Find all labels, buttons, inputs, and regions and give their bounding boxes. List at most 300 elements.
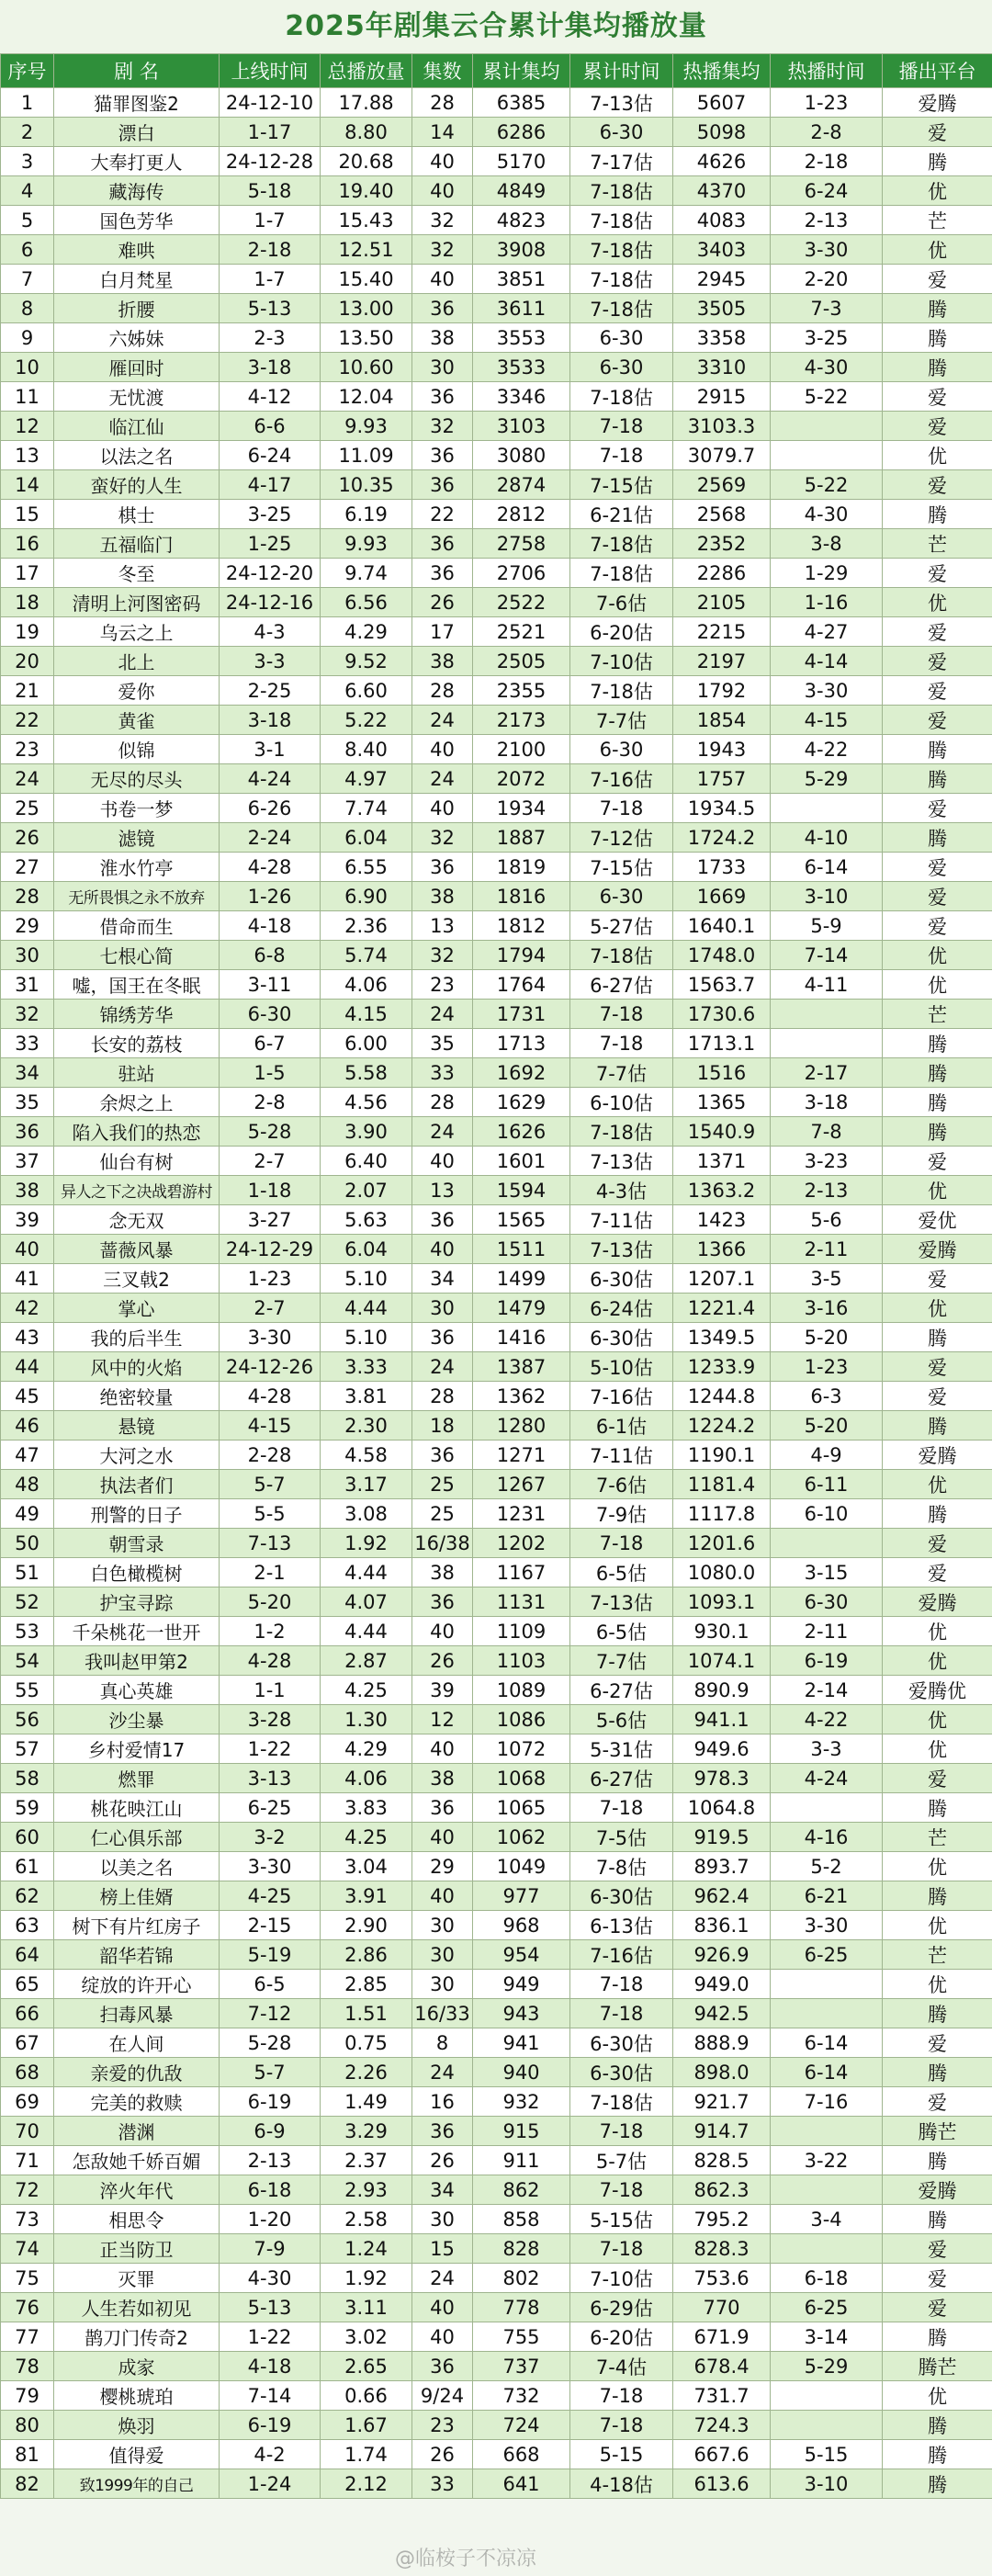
cum-avg-cell: 2072 — [473, 764, 570, 794]
total-views-cell: 11.09 — [321, 441, 412, 470]
cum-date-cell: 7-18估 — [570, 206, 673, 235]
hot-date-cell: 2-13 — [771, 206, 883, 235]
premiere-cell: 1-7 — [220, 265, 321, 294]
cum-date-cell: 6-30 — [570, 882, 673, 911]
episodes-cell: 40 — [412, 147, 473, 176]
episodes-cell: 36 — [412, 2117, 473, 2146]
table-row — [1, 2117, 992, 2146]
cum-date-cell: 5-31估 — [570, 1734, 673, 1764]
cum-date-cell: 6-20估 — [570, 617, 673, 647]
episodes-cell: 40 — [412, 735, 473, 764]
hot-date-cell: 3-10 — [771, 882, 883, 911]
hot-date-cell: 1-23 — [771, 1352, 883, 1382]
table-row — [1, 1411, 992, 1441]
platform-cell: 爱 — [883, 676, 992, 706]
cum-date-cell: 7-16估 — [570, 1940, 673, 1970]
cum-avg-cell: 1271 — [473, 1441, 570, 1470]
hot-date-cell: 3-15 — [771, 1558, 883, 1587]
title-cell: 悬镜 — [54, 1411, 220, 1441]
hot-avg-cell: 890.9 — [673, 1676, 771, 1705]
episodes-cell: 40 — [412, 1734, 473, 1764]
hot-date-cell: 1-29 — [771, 559, 883, 588]
rank-cell: 23 — [1, 735, 54, 764]
hot-date-cell: 6-3 — [771, 1382, 883, 1411]
platform-cell: 爱 — [883, 1382, 992, 1411]
platform-cell: 优 — [883, 1852, 992, 1881]
cum-avg-cell: 668 — [473, 2440, 570, 2469]
total-views-cell: 5.22 — [321, 706, 412, 735]
cum-avg-cell: 932 — [473, 2087, 570, 2117]
cum-avg-cell: 1812 — [473, 911, 570, 941]
rank-cell: 76 — [1, 2293, 54, 2322]
premiere-cell: 1-25 — [220, 529, 321, 559]
premiere-cell: 5-28 — [220, 1117, 321, 1147]
cum-date-cell: 7-18 — [570, 2411, 673, 2440]
episodes-cell: 34 — [412, 1264, 473, 1294]
rank-cell: 46 — [1, 1411, 54, 1441]
premiere-cell: 2-3 — [220, 323, 321, 353]
title-cell: 余烬之上 — [54, 1088, 220, 1117]
hot-date-cell: 4-16 — [771, 1823, 883, 1852]
hot-avg-cell: 1540.9 — [673, 1117, 771, 1147]
hot-avg-cell: 2215 — [673, 617, 771, 647]
cum-date-cell: 6-30 — [570, 323, 673, 353]
cum-date-cell: 7-18 — [570, 2234, 673, 2264]
hot-date-cell: 5-20 — [771, 1411, 883, 1441]
table-row — [1, 1676, 992, 1705]
episodes-cell: 9/24 — [412, 2381, 473, 2411]
hot-avg-cell: 978.3 — [673, 1764, 771, 1793]
premiere-cell: 4-30 — [220, 2264, 321, 2293]
platform-cell: 爱 — [883, 118, 992, 147]
cum-avg-cell: 1887 — [473, 823, 570, 853]
hot-date-cell: 5-22 — [771, 382, 883, 412]
title-cell: 似锦 — [54, 735, 220, 764]
cum-date-cell: 7-13估 — [570, 88, 673, 118]
premiere-cell: 7-9 — [220, 2234, 321, 2264]
hot-date-cell: 1-23 — [771, 88, 883, 118]
title-cell: 正当防卫 — [54, 2234, 220, 2264]
title-cell: 仙台有树 — [54, 1147, 220, 1176]
rank-cell: 43 — [1, 1323, 54, 1352]
premiere-cell: 4-12 — [220, 382, 321, 412]
hot-date-cell: 4-22 — [771, 1705, 883, 1734]
hot-avg-cell: 2286 — [673, 559, 771, 588]
episodes-cell: 40 — [412, 2293, 473, 2322]
table-row — [1, 853, 992, 882]
premiere-cell: 2-15 — [220, 1911, 321, 1940]
cum-avg-cell: 1626 — [473, 1117, 570, 1147]
platform-cell: 爱 — [883, 2293, 992, 2322]
hot-date-cell — [771, 1970, 883, 1999]
episodes-cell: 15 — [412, 2234, 473, 2264]
table-row — [1, 2381, 992, 2411]
rank-cell: 63 — [1, 1911, 54, 1940]
total-views-cell: 4.58 — [321, 1441, 412, 1470]
total-views-cell: 0.66 — [321, 2381, 412, 2411]
hot-date-cell: 5-2 — [771, 1852, 883, 1881]
premiere-cell: 5-13 — [220, 294, 321, 323]
title-cell: 风中的火焰 — [54, 1352, 220, 1382]
title-cell: 乡村爱情17 — [54, 1734, 220, 1764]
title-cell: 韶华若锦 — [54, 1940, 220, 1970]
episodes-cell: 38 — [412, 1558, 473, 1587]
hot-date-cell: 6-11 — [771, 1470, 883, 1499]
episodes-cell: 36 — [412, 470, 473, 500]
rank-cell: 72 — [1, 2175, 54, 2205]
hot-avg-cell: 1221.4 — [673, 1294, 771, 1323]
episodes-cell: 26 — [412, 588, 473, 617]
rank-cell: 10 — [1, 353, 54, 382]
column-index-header: 序号 — [1, 54, 54, 88]
rank-cell: 55 — [1, 1676, 54, 1705]
episodes-cell: 30 — [412, 1294, 473, 1323]
cum-date-cell: 7-8估 — [570, 1852, 673, 1881]
total-views-cell: 9.74 — [321, 559, 412, 588]
rank-cell: 21 — [1, 676, 54, 706]
table-row — [1, 2352, 992, 2381]
table-row — [1, 2058, 992, 2087]
cum-date-cell: 7-7估 — [570, 1058, 673, 1088]
platform-cell: 腾 — [883, 500, 992, 529]
cum-avg-cell: 1086 — [473, 1705, 570, 1734]
platform-cell: 优 — [883, 1911, 992, 1940]
platform-cell: 腾 — [883, 2205, 992, 2234]
cum-date-cell: 7-18估 — [570, 676, 673, 706]
platform-cell: 优 — [883, 1617, 992, 1646]
premiere-cell: 1-26 — [220, 882, 321, 911]
title-cell: 滤镜 — [54, 823, 220, 853]
title-cell: 怎敌她千娇百媚 — [54, 2146, 220, 2175]
rank-cell: 36 — [1, 1117, 54, 1147]
platform-cell: 优 — [883, 1176, 992, 1205]
hot-avg-cell: 1366 — [673, 1235, 771, 1264]
cum-avg-cell: 778 — [473, 2293, 570, 2322]
total-views-cell: 4.44 — [321, 1558, 412, 1587]
cum-date-cell: 7-18 — [570, 1529, 673, 1558]
cum-date-cell: 7-18估 — [570, 294, 673, 323]
episodes-cell: 14 — [412, 118, 473, 147]
title-cell: 灭罪 — [54, 2264, 220, 2293]
table-row — [1, 1117, 992, 1147]
total-views-cell: 2.86 — [321, 1940, 412, 1970]
episodes-cell: 36 — [412, 1323, 473, 1352]
cum-date-cell: 7-18 — [570, 2175, 673, 2205]
premiere-cell: 3-18 — [220, 706, 321, 735]
platform-cell: 腾 — [883, 1999, 992, 2028]
hot-avg-cell: 4370 — [673, 176, 771, 206]
hot-avg-cell: 1423 — [673, 1205, 771, 1235]
title-cell: 折腰 — [54, 294, 220, 323]
premiere-cell: 1-23 — [220, 1264, 321, 1294]
table-header — [1, 54, 992, 88]
hot-date-cell: 4-22 — [771, 735, 883, 764]
cum-date-cell: 7-12估 — [570, 823, 673, 853]
hot-date-cell: 7-3 — [771, 294, 883, 323]
hot-date-cell: 4-14 — [771, 647, 883, 676]
platform-cell: 爱 — [883, 1264, 992, 1294]
episodes-cell: 36 — [412, 294, 473, 323]
title-cell: 蛮好的人生 — [54, 470, 220, 500]
premiere-cell: 5-13 — [220, 2293, 321, 2322]
hot-avg-cell: 724.3 — [673, 2411, 771, 2440]
column-platform-header: 播出平台 — [883, 54, 992, 88]
premiere-cell: 3-11 — [220, 970, 321, 1000]
episodes-cell: 26 — [412, 2440, 473, 2469]
table-row — [1, 1235, 992, 1264]
platform-cell: 腾 — [883, 1088, 992, 1117]
premiere-cell: 6-9 — [220, 2117, 321, 2146]
rank-cell: 47 — [1, 1441, 54, 1470]
hot-avg-cell: 1713.1 — [673, 1029, 771, 1058]
rank-cell: 45 — [1, 1382, 54, 1411]
total-views-cell: 3.17 — [321, 1470, 412, 1499]
platform-cell: 腾 — [883, 735, 992, 764]
hot-date-cell: 2-14 — [771, 1676, 883, 1705]
rank-cell: 67 — [1, 2028, 54, 2058]
episodes-cell: 36 — [412, 441, 473, 470]
cum-avg-cell: 911 — [473, 2146, 570, 2175]
cum-date-cell: 7-13估 — [570, 1235, 673, 1264]
cum-date-cell: 7-18 — [570, 1029, 673, 1058]
title-cell: 临江仙 — [54, 412, 220, 441]
hot-date-cell: 2-11 — [771, 1235, 883, 1264]
cum-avg-cell: 977 — [473, 1881, 570, 1911]
total-views-cell: 1.92 — [321, 2264, 412, 2293]
hot-avg-cell: 731.7 — [673, 2381, 771, 2411]
episodes-cell: 38 — [412, 882, 473, 911]
premiere-cell: 24-12-29 — [220, 1235, 321, 1264]
rank-cell: 14 — [1, 470, 54, 500]
premiere-cell: 6-30 — [220, 1000, 321, 1029]
premiere-cell: 6-26 — [220, 794, 321, 823]
title-cell: 陷入我们的热恋 — [54, 1117, 220, 1147]
hot-date-cell: 4-30 — [771, 500, 883, 529]
cum-date-cell: 6-30估 — [570, 1323, 673, 1352]
cum-avg-cell: 3851 — [473, 265, 570, 294]
table-row — [1, 2440, 992, 2469]
cum-date-cell: 7-16估 — [570, 764, 673, 794]
hot-date-cell: 3-4 — [771, 2205, 883, 2234]
hot-date-cell: 2-18 — [771, 147, 883, 176]
hot-avg-cell: 1640.1 — [673, 911, 771, 941]
platform-cell: 优 — [883, 970, 992, 1000]
cum-avg-cell: 3103 — [473, 412, 570, 441]
title-cell: 沙尘暴 — [54, 1705, 220, 1734]
rank-cell: 59 — [1, 1793, 54, 1823]
premiere-cell: 7-13 — [220, 1529, 321, 1558]
hot-date-cell — [771, 1000, 883, 1029]
column-episodes-header: 集数 — [412, 54, 473, 88]
cum-avg-cell: 1062 — [473, 1823, 570, 1852]
cum-avg-cell: 724 — [473, 2411, 570, 2440]
cum-avg-cell: 862 — [473, 2175, 570, 2205]
premiere-cell: 7-12 — [220, 1999, 321, 2028]
total-views-cell: 9.93 — [321, 412, 412, 441]
hot-avg-cell: 1233.9 — [673, 1352, 771, 1382]
total-views-cell: 3.11 — [321, 2293, 412, 2322]
premiere-cell: 3-27 — [220, 1205, 321, 1235]
hot-date-cell: 3-14 — [771, 2322, 883, 2352]
hot-avg-cell: 2569 — [673, 470, 771, 500]
hot-avg-cell: 678.4 — [673, 2352, 771, 2381]
premiere-cell: 3-30 — [220, 1852, 321, 1881]
title-cell: 真心英雄 — [54, 1676, 220, 1705]
premiere-cell: 6-8 — [220, 941, 321, 970]
title-cell: 以法之名 — [54, 441, 220, 470]
hot-date-cell — [771, 2234, 883, 2264]
cum-avg-cell: 1109 — [473, 1617, 570, 1646]
episodes-cell: 24 — [412, 1117, 473, 1147]
hot-avg-cell: 1792 — [673, 676, 771, 706]
platform-cell: 优 — [883, 1294, 992, 1323]
platform-cell: 腾 — [883, 147, 992, 176]
total-views-cell: 2.65 — [321, 2352, 412, 2381]
premiere-cell: 5-19 — [220, 1940, 321, 1970]
platform-cell: 爱 — [883, 794, 992, 823]
hot-avg-cell: 3103.3 — [673, 412, 771, 441]
premiere-cell: 4-25 — [220, 1881, 321, 1911]
total-views-cell: 6.00 — [321, 1029, 412, 1058]
total-views-cell: 8.80 — [321, 118, 412, 147]
hot-date-cell: 2-8 — [771, 118, 883, 147]
platform-cell: 芒 — [883, 1823, 992, 1852]
hot-date-cell: 6-25 — [771, 1940, 883, 1970]
premiere-cell: 5-5 — [220, 1499, 321, 1529]
total-views-cell: 3.90 — [321, 1117, 412, 1147]
title-cell: 护宝寻踪 — [54, 1587, 220, 1617]
hot-avg-cell: 2352 — [673, 529, 771, 559]
episodes-cell: 30 — [412, 1911, 473, 1940]
hot-date-cell: 7-16 — [771, 2087, 883, 2117]
hot-date-cell: 1-16 — [771, 588, 883, 617]
rank-cell: 48 — [1, 1470, 54, 1499]
cum-date-cell: 7-18估 — [570, 529, 673, 559]
episodes-cell: 36 — [412, 559, 473, 588]
total-views-cell: 4.06 — [321, 1764, 412, 1793]
title-cell: 致1999年的自己 — [54, 2469, 220, 2499]
episodes-cell: 8 — [412, 2028, 473, 2058]
rank-cell: 4 — [1, 176, 54, 206]
episodes-cell: 18 — [412, 1411, 473, 1441]
table-row — [1, 118, 992, 147]
title-cell: 执法者们 — [54, 1470, 220, 1499]
total-views-cell: 19.40 — [321, 176, 412, 206]
cum-avg-cell: 3346 — [473, 382, 570, 412]
table-row — [1, 1029, 992, 1058]
table-row — [1, 412, 992, 441]
cum-avg-cell: 941 — [473, 2028, 570, 2058]
cum-avg-cell: 2706 — [473, 559, 570, 588]
table-row — [1, 559, 992, 588]
premiere-cell: 6-7 — [220, 1029, 321, 1058]
column-cum-date-header: 累计时间 — [570, 54, 673, 88]
total-views-cell: 1.24 — [321, 2234, 412, 2264]
cum-date-cell: 7-4估 — [570, 2352, 673, 2381]
title-cell: 难哄 — [54, 235, 220, 265]
total-views-cell: 2.85 — [321, 1970, 412, 1999]
title-cell: 七根心简 — [54, 941, 220, 970]
total-views-cell: 6.04 — [321, 1235, 412, 1264]
cum-date-cell: 7-18估 — [570, 2087, 673, 2117]
episodes-cell: 36 — [412, 382, 473, 412]
platform-cell: 爱 — [883, 647, 992, 676]
hot-date-cell: 6-14 — [771, 853, 883, 882]
rank-cell: 3 — [1, 147, 54, 176]
hot-date-cell: 3-30 — [771, 676, 883, 706]
episodes-cell: 12 — [412, 1705, 473, 1734]
cum-avg-cell: 1794 — [473, 941, 570, 970]
total-views-cell: 9.93 — [321, 529, 412, 559]
title-cell: 白色橄榄树 — [54, 1558, 220, 1587]
cum-date-cell: 7-7估 — [570, 706, 673, 735]
table-row — [1, 1940, 992, 1970]
title-cell: 大奉打更人 — [54, 147, 220, 176]
cum-date-cell: 6-27估 — [570, 1676, 673, 1705]
table-row — [1, 1852, 992, 1881]
total-views-cell: 17.88 — [321, 88, 412, 118]
episodes-cell: 36 — [412, 1587, 473, 1617]
cum-avg-cell: 1231 — [473, 1499, 570, 1529]
rank-cell: 15 — [1, 500, 54, 529]
cum-avg-cell: 2505 — [473, 647, 570, 676]
hot-avg-cell: 4626 — [673, 147, 771, 176]
total-views-cell: 1.74 — [321, 2440, 412, 2469]
total-views-cell: 2.93 — [321, 2175, 412, 2205]
platform-cell: 腾 — [883, 353, 992, 382]
platform-cell: 优 — [883, 588, 992, 617]
cum-avg-cell: 1511 — [473, 1235, 570, 1264]
cum-avg-cell: 1068 — [473, 1764, 570, 1793]
platform-cell: 爱腾 — [883, 2175, 992, 2205]
rank-cell: 17 — [1, 559, 54, 588]
rank-cell: 32 — [1, 1000, 54, 1029]
total-views-cell: 6.60 — [321, 676, 412, 706]
episodes-cell: 36 — [412, 2352, 473, 2381]
cum-date-cell: 6-30估 — [570, 1264, 673, 1294]
cum-date-cell: 5-27估 — [570, 911, 673, 941]
hot-date-cell: 7-8 — [771, 1117, 883, 1147]
rank-cell: 80 — [1, 2411, 54, 2440]
table-row — [1, 470, 992, 500]
premiere-cell: 5-18 — [220, 176, 321, 206]
hot-avg-cell: 1757 — [673, 764, 771, 794]
rank-cell: 28 — [1, 882, 54, 911]
title-cell: 我叫赵甲第2 — [54, 1646, 220, 1676]
title-cell: 嘘，国王在冬眠 — [54, 970, 220, 1000]
platform-cell: 腾 — [883, 2469, 992, 2499]
episodes-cell: 23 — [412, 970, 473, 1000]
hot-date-cell: 3-23 — [771, 1147, 883, 1176]
cum-date-cell: 5-15 — [570, 2440, 673, 2469]
episodes-cell: 30 — [412, 1940, 473, 1970]
title-cell: 北上 — [54, 647, 220, 676]
premiere-cell: 2-18 — [220, 235, 321, 265]
platform-cell: 爱 — [883, 882, 992, 911]
hot-avg-cell: 1181.4 — [673, 1470, 771, 1499]
platform-cell: 爱 — [883, 412, 992, 441]
total-views-cell: 2.90 — [321, 1911, 412, 1940]
total-views-cell: 2.26 — [321, 2058, 412, 2087]
title-cell: 桃花映江山 — [54, 1793, 220, 1823]
table-row — [1, 2293, 992, 2322]
premiere-cell: 6-19 — [220, 2087, 321, 2117]
platform-cell: 腾 — [883, 323, 992, 353]
total-views-cell: 4.06 — [321, 970, 412, 1000]
table-row — [1, 382, 992, 412]
title-cell: 千朵桃花一世开 — [54, 1617, 220, 1646]
hot-avg-cell: 1943 — [673, 735, 771, 764]
